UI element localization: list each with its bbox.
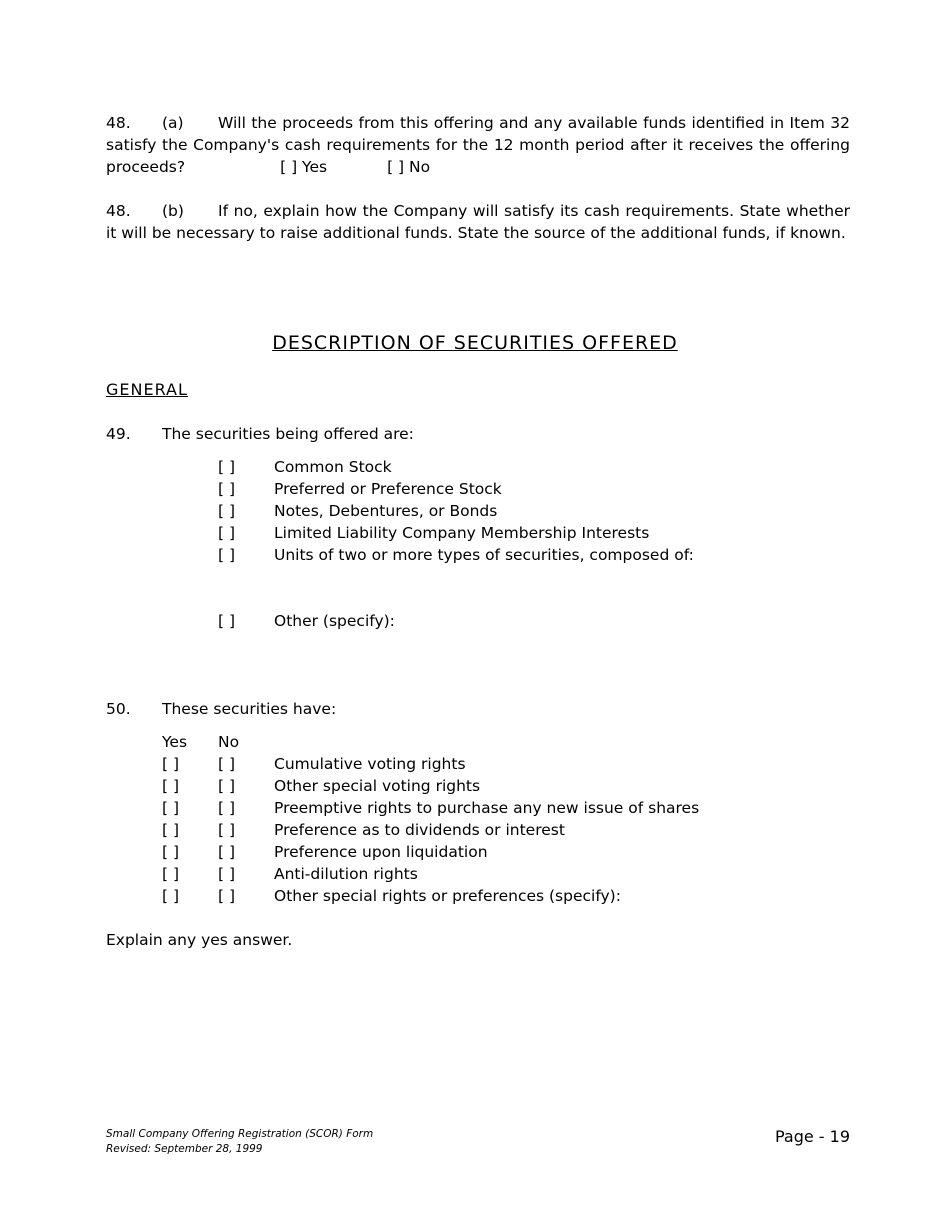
question-text: If no, explain how the Company will satisfy its cash requirements. State whether it will be necessary to raise additional funds. State the source of the additional funds, if known. [106,202,850,242]
no-checkbox[interactable]: [ ] [218,887,236,905]
no-checkbox[interactable]: [ ] [218,821,236,839]
option-label: Units of two or more types of securities, composed of: [274,546,694,564]
yes-checkbox[interactable]: [ ] [162,777,180,795]
subsection-title: GENERAL [106,380,188,399]
yes-checkbox[interactable]: [ ] [162,887,180,905]
no-checkbox[interactable]: [ ] [218,799,236,817]
no-checkbox[interactable]: [ ] [218,777,236,795]
yes-checkbox[interactable]: [ ] [162,843,180,861]
checkbox[interactable]: [ ] [218,480,236,498]
question-text: Will the proceeds from this offering and any available funds identified in Item 32 satisfy the Company's cash requirements for the 12 month period after it receives the offering proceeds? [106,114,850,176]
no-checkbox[interactable]: [ ] No [387,158,431,176]
footer-revised-date: Revised: September 28, 1999 [106,1143,263,1155]
checkbox[interactable]: [ ] [218,502,236,520]
question-49 [106,423,414,445]
question-number: 49. [106,425,131,443]
no-checkbox[interactable]: [ ] [218,755,236,773]
right-label: Preemptive rights to purchase any new issue of shares [274,799,700,817]
yes-checkbox[interactable]: [ ] Yes [280,158,328,176]
checkbox[interactable]: [ ] [218,458,236,476]
right-label: Preference as to dividends or interest [274,821,565,839]
question-sub-letter: (a) [162,114,184,132]
checkbox[interactable]: [ ] [218,612,236,630]
question-number: 48. [106,114,131,132]
right-label: Anti-dilution rights [274,865,418,883]
option-label: Other (specify): [274,612,395,630]
yes-checkbox[interactable]: [ ] [162,865,180,883]
question-number: 50. [106,700,131,718]
page-number: Page - 19 [774,1127,850,1146]
question-text: These securities have: [162,700,337,718]
question-number: 48. [106,202,131,220]
yes-checkbox[interactable]: [ ] [162,821,180,839]
right-label: Other special rights or preferences (specify): [274,887,621,905]
question-sub-letter: (b) [162,202,184,220]
yes-checkbox[interactable]: [ ] [162,755,180,773]
yes-checkbox[interactable]: [ ] [162,799,180,817]
footer-form-name: Small Company Offering Registration (SCOR) Form [106,1128,374,1140]
yes-header: Yes [162,733,188,751]
option-label: Limited Liability Company Membership Interests [274,524,650,542]
option-label: Preferred or Preference Stock [274,480,502,498]
no-checkbox[interactable]: [ ] [218,843,236,861]
question-48b [106,200,850,244]
footer-form-info [106,1127,373,1157]
no-checkbox[interactable]: [ ] [218,865,236,883]
question-50 [106,698,336,720]
option-label: Notes, Debentures, or Bonds [274,502,498,520]
option-label: Common Stock [274,458,392,476]
checkbox[interactable]: [ ] [218,546,236,564]
no-header: No [218,733,240,751]
question-text: The securities being offered are: [162,425,414,443]
checkbox[interactable]: [ ] [218,524,236,542]
explain-instruction: Explain any yes answer. [106,931,293,949]
section-title: DESCRIPTION OF SECURITIES OFFERED [272,332,678,354]
right-label: Cumulative voting rights [274,755,466,773]
question-48a [106,112,850,178]
right-label: Preference upon liquidation [274,843,488,861]
right-label: Other special voting rights [274,777,481,795]
